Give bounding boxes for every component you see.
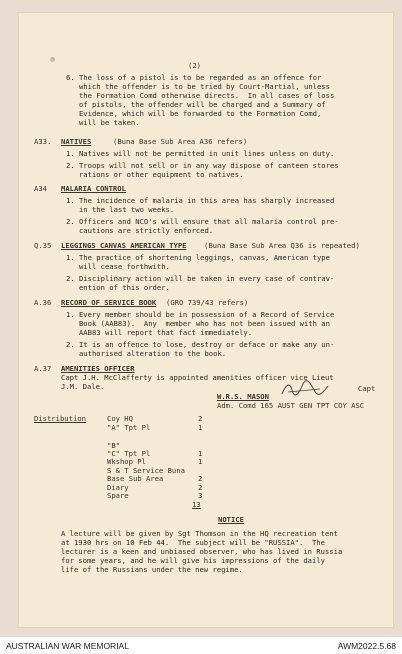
distribution-item: Diary — [107, 483, 129, 492]
text-line: Evidence, which will be forwarded to the Formation Comd, — [66, 109, 322, 118]
text-line: cautions are strictly enforced. — [66, 226, 214, 235]
signatory-appointment: Adm. Comd 165 AUST GEN TPT COY ASC — [217, 401, 365, 410]
signature-rank: Capt — [358, 384, 376, 393]
distribution-qty: 2 — [198, 474, 203, 483]
text-line: A lecture will be given by Sgt Thomson in the HQ recreation tent — [61, 529, 338, 538]
section-ref: A.36 — [34, 298, 52, 307]
section-ref: A34 — [34, 184, 47, 193]
text-line: 1. Natives will not be permitted in unit lines unless on duty. — [66, 149, 335, 158]
punch-hole — [50, 57, 55, 62]
distribution-item: "B" — [107, 441, 120, 450]
section-title: NATIVES — [61, 137, 92, 146]
text-line: 2. Disciplinary action will be taken in every case of contrav- — [66, 274, 335, 283]
section-title: AMENITIES OFFICER — [61, 364, 135, 373]
text-line: which the offender is to be tried by Court-Martial, unless — [66, 82, 330, 91]
text-line: 2. Officers and NCO's will ensure that all malaria control pre- — [66, 217, 339, 226]
page-number: (2) — [188, 61, 201, 70]
section-title: MALARIA CONTROL — [61, 184, 126, 193]
text-line: at 1930 hrs on 10 Feb 44. The subject will be "RUSSIA". The — [61, 538, 325, 547]
text-line: 2. It is an offence to lose, destroy or deface or make any un- — [66, 340, 335, 349]
typed-page — [18, 12, 394, 628]
text-line: 1. The incidence of malaria in this area has sharply increased — [66, 196, 335, 205]
text-line: 2. Troops will not sell or in any way dispose of canteen stores — [66, 161, 339, 170]
text-line: J.M. Dale. — [61, 382, 105, 391]
text-line: lecturer is a keen and unbiased observer, who has lived in Russia — [61, 547, 343, 556]
distribution-qty: 2 — [198, 414, 203, 423]
section-ref: Q.35 — [34, 241, 52, 250]
text-line: 6. The loss of a pistol is to be regarded as an offence for — [66, 73, 322, 82]
text-line: in the last two weeks. — [66, 205, 175, 214]
text-line: ention of this order. — [66, 283, 170, 292]
distribution-qty: 1 — [198, 457, 203, 466]
text-line: AAB83 will report that fact immediately. — [66, 328, 253, 337]
section-title: LEGGINGS CANVAS AMERICAN TYPE — [61, 241, 187, 250]
distribution-label: Distribution — [34, 414, 86, 423]
text-line: Capt J.H. McClafferty is appointed amenities officer vice Lieut — [61, 373, 334, 382]
section-subtitle: (Buna Base Sub Area Q36 is repeated) — [204, 241, 360, 250]
text-line: of pistols, the offender will be charged and a Summary of — [66, 100, 326, 109]
distribution-total: 13 — [192, 500, 201, 509]
archive-footer — [0, 636, 402, 654]
archive-reference: AWM2022.5.68 — [337, 641, 396, 651]
section-ref: A33. — [34, 137, 52, 146]
text-line: will cease forthwith. — [66, 262, 170, 271]
distribution-qty: 2 — [198, 483, 203, 492]
distribution-item: Coy HQ — [107, 414, 133, 423]
distribution-item: "A" Tpt Pl — [107, 423, 151, 432]
text-line: for some years, and he will give his impressions of the daily — [61, 556, 325, 565]
archive-name: AUSTRALIAN WAR MEMORIAL — [6, 641, 129, 651]
section-title: RECORD OF SERVICE BOOK — [61, 298, 157, 307]
section-subtitle: (Buna Base Sub Area A36 refers) — [113, 137, 248, 146]
distribution-item: Spare — [107, 491, 129, 500]
distribution-qty: 1 — [198, 423, 203, 432]
text-line: the Formation Comd otherwise directs. In all cases of loss — [66, 91, 335, 100]
distribution-qty: 1 — [198, 449, 203, 458]
text-line: 1. Every member should be in possession of a Record of Service — [66, 310, 335, 319]
text-line: authorised alteration to the book. — [66, 349, 227, 358]
section-ref: A.37 — [34, 364, 52, 373]
distribution-item: Wkshop Pl — [107, 457, 146, 466]
distribution-item: Base Sub Area — [107, 474, 164, 483]
text-line: will be taken. — [66, 118, 140, 127]
signatory-name: W.R.S. MASON — [217, 392, 269, 401]
text-line: Book (AAB83). Any member who has not been issued with an — [66, 319, 330, 328]
distribution-item: S & T Service Buna — [107, 466, 185, 475]
notice-title: NOTICE — [218, 515, 244, 524]
text-line: rations or other equipment to natives. — [66, 170, 244, 179]
section-subtitle: (GRO 739/43 refers) — [166, 298, 249, 307]
text-line: life of the Russians under the new regime. — [61, 565, 243, 574]
handwritten-signature — [280, 380, 330, 398]
text-line: 1. The practice of shortening leggings, canvas, American type — [66, 253, 330, 262]
distribution-item: "C" Tpt Pl — [107, 449, 151, 458]
distribution-qty: 3 — [198, 491, 203, 500]
